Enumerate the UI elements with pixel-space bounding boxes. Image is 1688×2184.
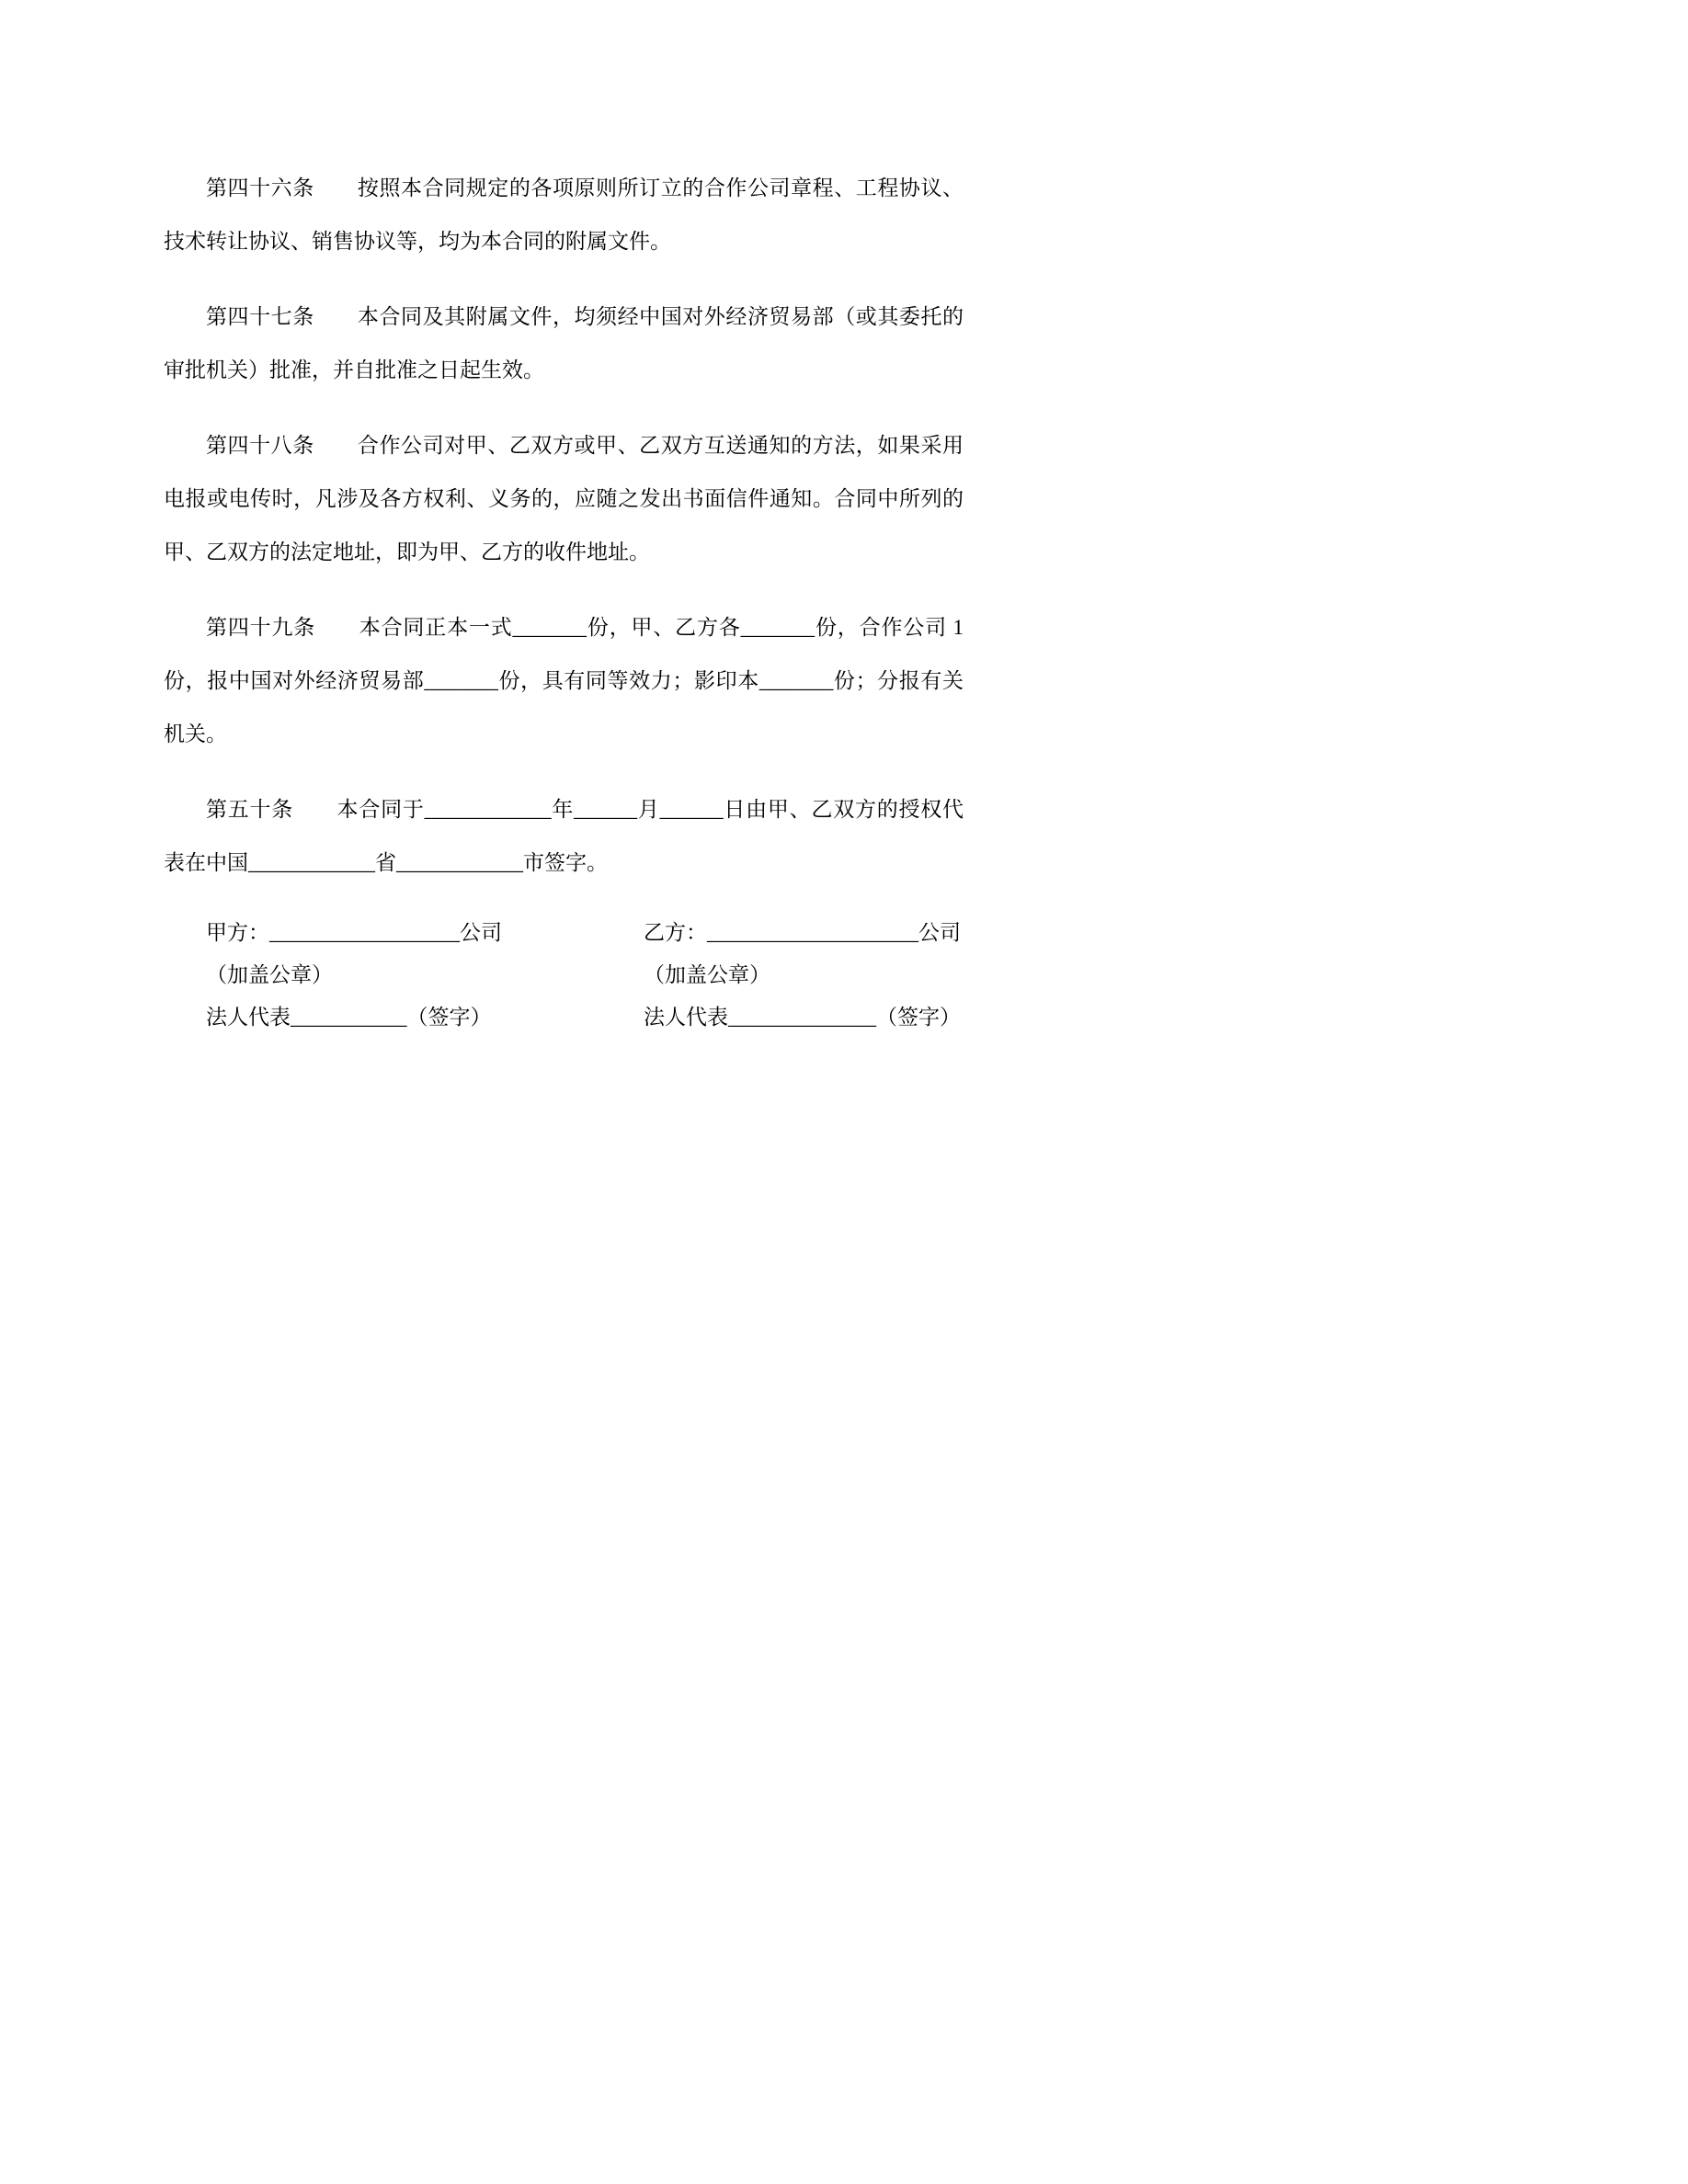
party-b-representative-line: 法人代表______________（签字） (644, 1006, 961, 1029)
article-50-paragraph: 第五十条 本合同于____________年______月______日由甲、乙双方的授权代表在中国____________省____________市签字。 (164, 798, 964, 874)
article-46-paragraph: 第四十六条 按照本合同规定的各项原则所订立的合作公司章程、工程协议、技术转让协议、销售协议等，均为本合同的附属文件。 (164, 176, 964, 253)
signature-section (164, 912, 964, 1039)
article-47-paragraph: 第四十七条 本合同及其附属文件，均须经中国对外经济贸易部（或其委托的审批机关）批准，并自批准之日起生效。 (164, 305, 964, 381)
party-a-representative-line: 法人代表___________（签字） (206, 1006, 492, 1029)
party-b-seal-line: （加盖公章） (644, 963, 770, 986)
party-a-signature-column (206, 912, 644, 1039)
party-a-seal-line: （加盖公章） (206, 963, 333, 986)
party-b-name-line: 乙方：____________________公司 (644, 921, 961, 944)
article-48-paragraph: 第四十八条 合作公司对甲、乙双方或甲、乙双方互送通知的方法，如果采用电报或电传时，凡涉及各方权利、义务的，应随之发出书面信件通知。合同中所列的甲、乙双方的法定地址，即为甲、乙方的收件地址。 (164, 434, 964, 563)
party-a-name-line: 甲方：__________________公司 (206, 921, 502, 944)
article-49-paragraph: 第四十九条 本合同正本一式_______份，甲、乙方各_______份，合作公司 1 份，报中国对外经济贸易部_______份，具有同等效力；影印本_______份；分报有关机关。 (164, 616, 964, 745)
document-body (164, 162, 964, 1039)
party-b-signature-column (644, 912, 961, 1039)
